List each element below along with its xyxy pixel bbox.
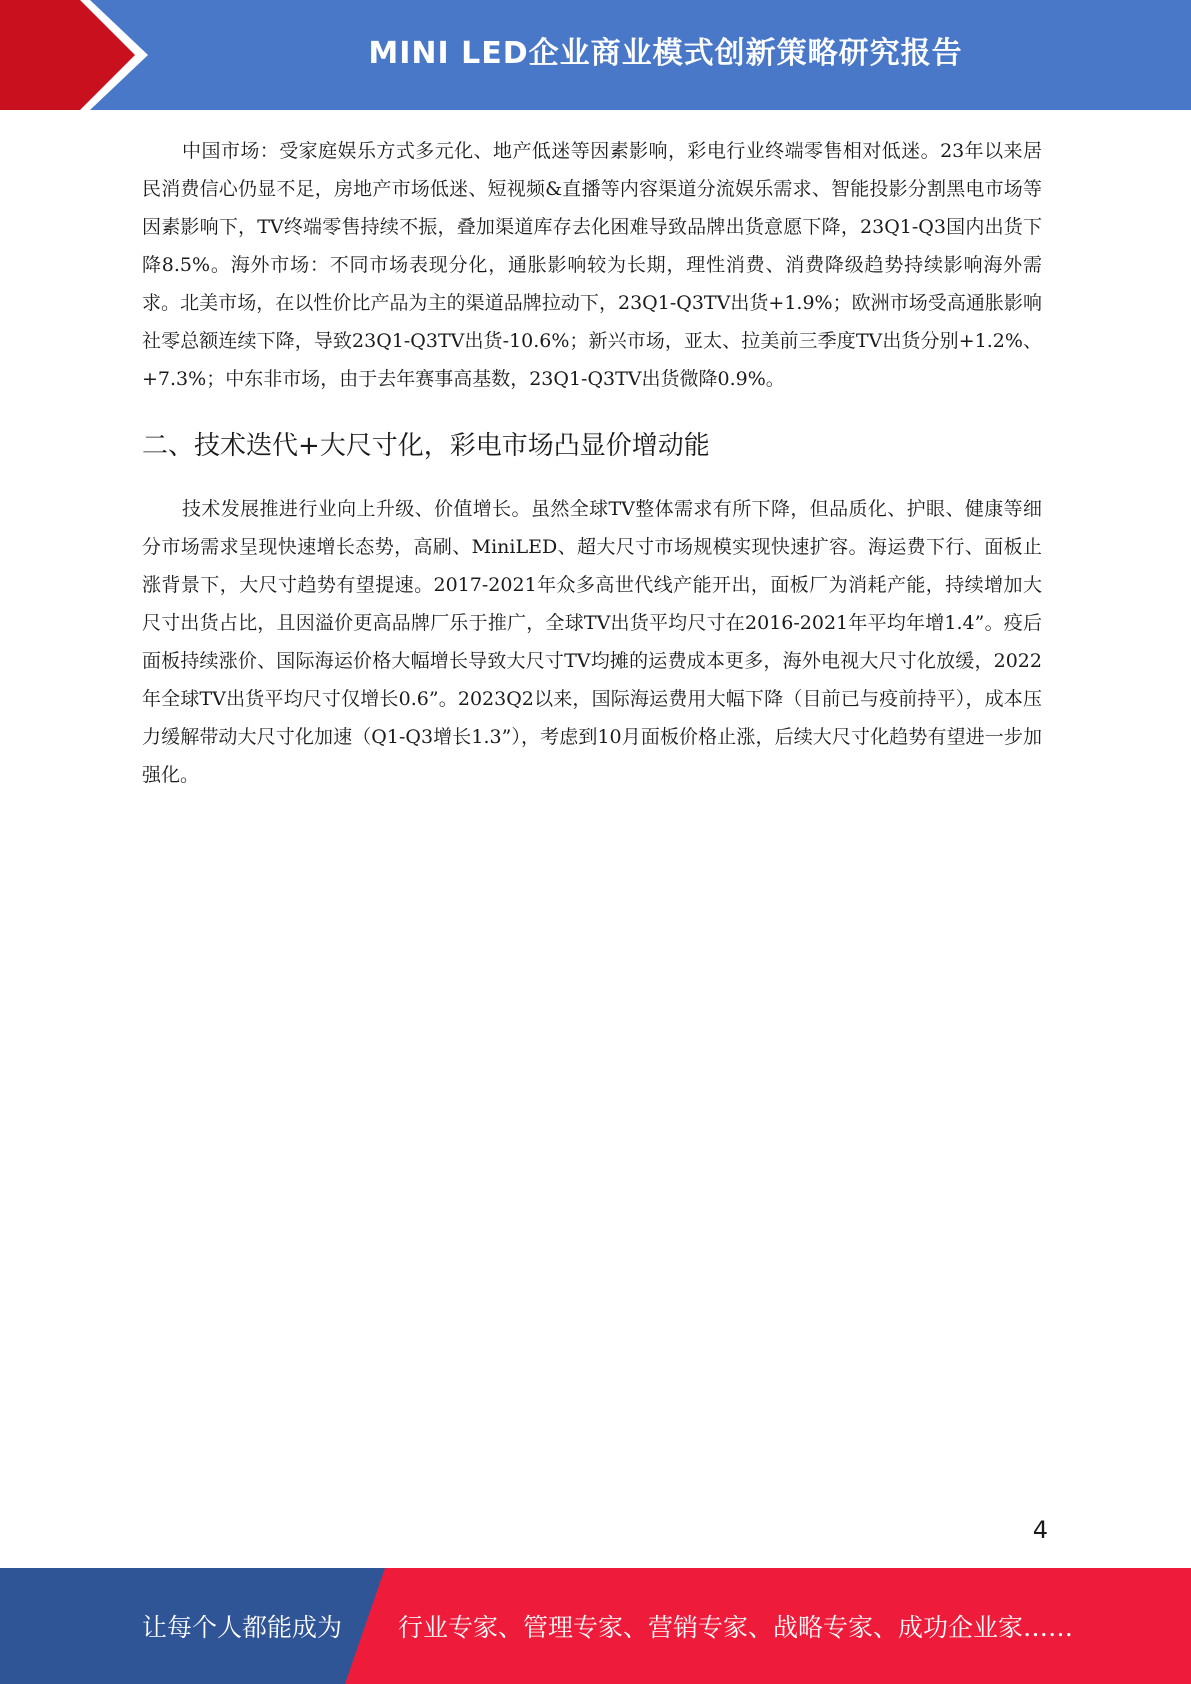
page-header	[0, 0, 1191, 110]
document-title: MINI LED企业商业模式创新策略研究报告	[368, 36, 963, 71]
footer-slogan-right: 行业专家、管理专家、营销专家、战略专家、成功企业家……	[398, 1613, 1074, 1642]
page-footer	[0, 1568, 1191, 1684]
header-arrow-decoration	[0, 0, 150, 110]
paragraph-market-overview: 中国市场：受家庭娱乐方式多元化、地产低迷等因素影响，彩电行业终端零售相对低迷。23年以来居民消费信心仍显不足，房地产市场低迷、短视频&直播等内容渠道分流娱乐需求、智能投影分割黑电市场等因素影响下，TV终端零售持续不振，叠加渠道库存去化困难导致品牌出货意愿下降，23Q1-Q3国内出货下降8.5%。海外市场：不同市场表现分化，通胀影响较为长期，理性消费、消费降级趋势持续影响海外需求。北美市场，在以性价比产品为主的渠道品牌拉动下，23Q1-Q3TV出货+1.9%；欧洲市场受高通胀影响社零总额连续下降，导致23Q1-Q3TV出货-10.6%；新兴市场，亚太、拉美前三季度TV出货分别+1.2%、+7.3%；中东非市场，由于去年赛事高基数，23Q1-Q3TV出货微降0.9%。	[142, 140, 1042, 390]
page-number: 4	[1032, 1516, 1048, 1544]
page-content	[142, 132, 1042, 794]
footer-slogan-left: 让每个人都能成为	[142, 1613, 343, 1642]
paragraph-technology-trend: 技术发展推进行业向上升级、价值增长。虽然全球TV整体需求有所下降，但品质化、护眼、健康等细分市场需求呈现快速增长态势，高刷、MiniLED、超大尺寸市场规模实现快速扩容。海运费下行、面板止涨背景下，大尺寸趋势有望提速。2017-2021年众多高世代线产能开出，面板厂为消耗产能，持续增加大尺寸出货占比，且因溢价更高品牌厂乐于推广，全球TV出货平均尺寸在2016-2021年平均年增1.4”。疫后面板持续涨价、国际海运价格大幅增长导致大尺寸TV均摊的运费成本更多，海外电视大尺寸化放缓，2022年全球TV出货平均尺寸仅增长0.6”。2023Q2以来，国际海运费用大幅下降（目前已与疫前持平），成本压力缓解带动大尺寸化加速（Q1-Q3增长1.3”），考虑到10月面板价格止涨，后续大尺寸化趋势有望进一步加强化。	[142, 498, 1042, 786]
section-heading: 二、技术迭代+大尺寸化，彩电市场凸显价增动能	[142, 431, 710, 461]
